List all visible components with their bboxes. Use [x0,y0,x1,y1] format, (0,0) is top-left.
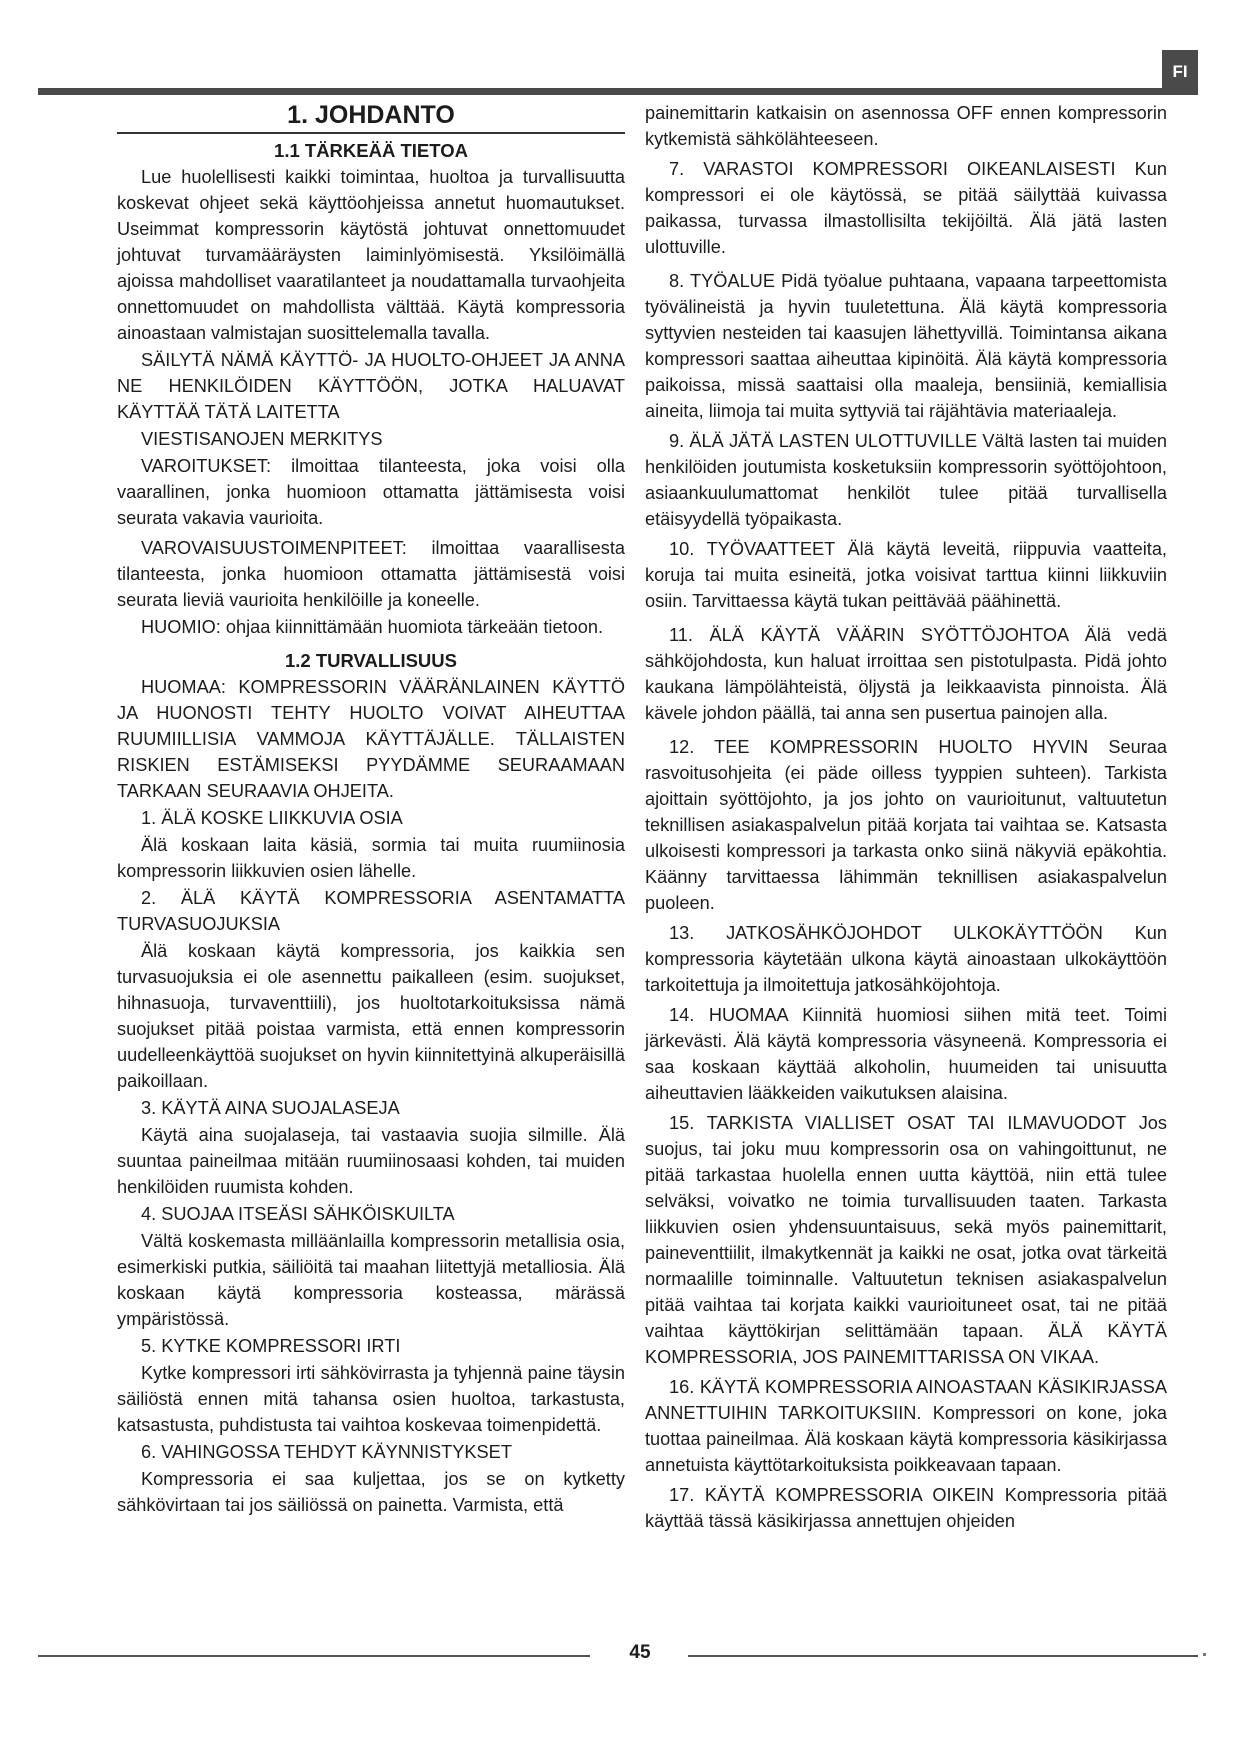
note-definition: HUOMIO: ohjaa kiinnittämään huomiota tärkeään tietoon. [141,616,604,637]
item-17: 17. KÄYTÄ KOMPRESSORIA OIKEIN Kompressoria pitää käyttää tässä käsikirjassa annettujen ohjeiden [645,1485,1167,1531]
item-15: 15. TARKISTA VIALLISET OSAT TAI ILMAVUODOT Jos suojus, tai joku muu kompressorin osa on vahingoittunut, ne pitää tarkastaa huolella ennen uutta käyttöä, niin että tulee selväksi, voivatko ne toimia turvallisuuden taaten. Tarkasta liikkuvien osien yhdensuuntaisuus, sekä myös painemittarit, paineventtiilit, ilmakytkennät ja kaikki ne osat, jotka ovat tärkeitä normaalille toiminnalle. Valtuutetun teknisen asiakaspalvelun pitää vaihtaa tai korjata kaikki vaurioituneet osat, tai ne pitää vaihtaa käyttökirjan selittämään tapaan. ÄLÄ KÄYTÄ KOMPRESSORIA, JOS PAINEMITTARISSA ON VIKAA. [645,1113,1167,1367]
item-5-body: Kytke kompressori irti sähkövirrasta ja tyhjennä paine täysin säiliöstä ennen mitä tahansa osien huoltoa, tarkastusta, katsastusta, puhdistusta tai vaihtoa koskevaa toimenpidettä. [117,1362,625,1435]
item-6-continued: painemittarin katkaisin on asennossa OFF ennen kompressorin kytkemistä sähkölähteeseen. [645,103,1167,149]
subsection-title-safety: 1.2 TURVALLISUUS [284,649,457,671]
subsection-title-important: 1.1 TÄRKEÄÄ TIETOA [274,139,468,161]
item-3-body: Käytä aina suojalaseja, tai vastaavia suojia silmille. Älä suuntaa paineilmaa mitään ruumiinosaasi kohden, tai muiden henkilöiden ruumista kohden. [117,1124,625,1197]
item-9: 9. ÄLÄ JÄTÄ LASTEN ULOTTUVILLE Vältä lasten tai muiden henkilöiden joutumista kosketuksiin kompressorin syöttöjohtoon, asiaankuulumattomat henkilöt tulee pitää turvallisella etäisyydellä työpaikasta. [645,431,1167,529]
item-2-title: 2. ÄLÄ KÄYTÄ KOMPRESSORIA ASENTAMATTA TURVASUOJUKSIA [117,887,625,934]
save-instructions-paragraph: SÄILYTÄ NÄMÄ KÄYTTÖ- JA HUOLTO-OHJEET JA ANNA NE HENKILÖIDEN KÄYTTÖÖN, JOTKA HALUAVAT KÄYTTÄÄ TÄTÄ LAITETTA [117,349,625,422]
item-13: 13. JATKOSÄHKÖJOHDOT ULKOKÄYTTÖÖN Kun kompressoria käytetään ulkona käytä ainoastaan ulkokäyttöön tarkoitettuja ja ilmoitettuja jatkosähköjohtoja. [645,923,1167,995]
footer-rule-left [38,1655,590,1657]
item-5-title: 5. KYTKE KOMPRESSORI IRTI [141,1335,401,1356]
item-6-title: 6. VAHINGOSSA TEHDYT KÄYNNISTYKSET [141,1441,512,1462]
item-6-body: Kompressoria ei saa kuljettaa, jos se on kytketty sähkövirtaan tai jos säiliössä on painetta. Varmista, että [117,1468,625,1515]
item-2-body: Älä koskaan käytä kompressoria, jos kaikkia sen turvasuojuksia ei ole asennettu paikalleen (esim. suojukset, hihnasuoja, turvaventtiili), jos huoltotarkoituksissa nämä suojukset pitää poistaa varmista, että ennen kompressorin uudelleenkäyttöä suojukset on hyvin kiinnitettyinä alkuperäisillä paikoillaan. [117,940,625,1091]
item-1-title: 1. ÄLÄ KOSKE LIIKKUVIA OSIA [141,807,403,828]
item-1-body: Älä koskaan laita käsiä, sormia tai muita ruumiinosia kompressorin liikkuvien osien lähelle. [117,834,625,881]
item-11: 11. ÄLÄ KÄYTÄ VÄÄRIN SYÖTTÖJOHTOA Älä vedä sähköjohdosta, kun haluat irroittaa sen pistotulpasta. Pidä johto kaukana lämpölähteistä, öljystä ja leikkaavista pinnoista. Älä kävele johdon päällä, tai anna sen pusertua painojen alla. [645,625,1167,723]
item-7: 7. VARASTOI KOMPRESSORI OIKEANLAISESTI Kun kompressori ei ole käytössä, se pitää säilyttää kuivassa paikassa, turvassa ilmastollisilta tekijöiltä. Älä jätä lasten ulottuville. [645,159,1167,257]
footer-dot [1203,1653,1206,1656]
item-4-body: Vältä koskemasta milläänlailla kompressorin metallisia osia, esimerkiski putkia, säiliöitä tai maahan liitettyjä metalliosia. Älä koskaan käytä kompressoria kosteassa, märässä ympäristössä. [117,1230,625,1329]
footer-rule-right [688,1655,1198,1657]
title-rule [117,132,625,134]
header-rule [38,88,1198,95]
warning-definition: VAROITUKSET: ilmoittaa tilanteesta, joka voisi olla vaarallinen, jonka huomioon ottamatta jättämisesta voisi seurata vakavia vaurioita. [117,455,625,528]
item-12: 12. TEE KOMPRESSORIN HUOLTO HYVIN Seuraa rasvoitusohjeita (ei päde oilless tyyppien suhteen). Tarkista ajoittain syöttöjohto, ja jos johto on vaurioitunut, valtuutetun teknillisen asiakaspalvelun pitää korjata tai vaihtaa se. Katsasta ulkoisesti kompressori ja tarkasta onko siinä näkyviä epäkohtia. Käänny tarvittaessa lähimmän teknillisen asiakaspalvelun puoleen. [645,737,1167,913]
item-3-title: 3. KÄYTÄ AINA SUOJALASEJA [141,1097,400,1118]
right-column [645,100,1167,1535]
intro-paragraph: Lue huolellisesti kaikki toimintaa, huoltoa ja turvallisuutta koskevat ohjeet sekä käyttöohjeissa annetut huomautukset. Useimmat kompressorin käytöstä johtuvat onnettomuudet johtuvat turvamääräysten laiminlyömisestä. Yksilöimällä ajoissa mahdolliset vaaratilanteet ja noudattamalla turvaohjeita onnettomuudet on mahdollista välttää. Käytä kompressoria ainoastaan valmistajan suosittelemalla tavalla. [117,166,625,343]
left-column [117,100,625,1519]
item-14: 14. HUOMAA Kiinnitä huomiosi siihen mitä teet. Toimi järkevästi. Älä käytä kompressoria väsyneenä. Kompressoria ei saa koskaan käyttää alkoholin, huumeiden tai unisuutta aiheuttavien lääkkeiden vaikutuksen alaisina. [645,1005,1167,1103]
caution-definition: VAROVAISUUSTOIMENPITEET: ilmoittaa vaarallisesta tilanteesta, jonka huomioon ottamatta jättämisestä voisi seurata lieviä vaurioita henkilöille ja koneelle. [117,537,625,610]
page-number: 45 [629,1642,651,1663]
item-8: 8. TYÖALUE Pidä työalue puhtaana, vapaana tarpeettomista työvälineistä ja hyvin tuuletettuna. Älä käytä kompressoria syttyvien nesteiden tai kaasujen lähettyvillä. Toimintansa aikana kompressori saattaa aiheuttaa kipinöitä. Älä käytä kompressoria paikoissa, missä saattaisi olla maaleja, bensiiniä, kemiallisia aineita, liimoja tai muita syttyviä tai räjähtävia materiaaleja. [645,271,1167,421]
item-16: 16. KÄYTÄ KOMPRESSORIA AINOASTAAN KÄSIKIRJASSA ANNETTUIHIN TARKOITUKSIIN. Kompressori on kone, joka tuottaa paineilmaa. Älä koskaan käytä kompressoria käsikirjassa annetuista käyttötarkoituksista poikkeavaan tapaan. [645,1377,1167,1475]
safety-notice: HUOMAA: KOMPRESSORIN VÄÄRÄNLAINEN KÄYTTÖ JA HUONOSTI TEHTY HUOLTO VOIVAT AIHEUTTAA RUUMIILLISIA VAMMOJA KÄYTTÄJÄLLE. TÄLLAISTEN RISKIEN ESTÄMISEKSI PYYDÄMME SEURAAMAAN TARKAAN SEURAAVIA OHJEITA. [117,676,625,801]
language-tab: FI [1162,50,1198,94]
signal-words-heading: VIESTISANOJEN MERKITYS [141,428,383,449]
item-4-title: 4. SUOJAA ITSEÄSI SÄHKÖISKUILTA [141,1203,455,1224]
item-10: 10. TYÖVAATTEET Älä käytä leveitä, riippuvia vaatteita, koruja tai muita esineitä, jotka voisivat tarttua kiinni liikkuviin osiin. Tarvittaessa käytä tukan peittävää päähinettä. [645,539,1167,611]
section-title: 1. JOHDANTO [287,101,455,129]
